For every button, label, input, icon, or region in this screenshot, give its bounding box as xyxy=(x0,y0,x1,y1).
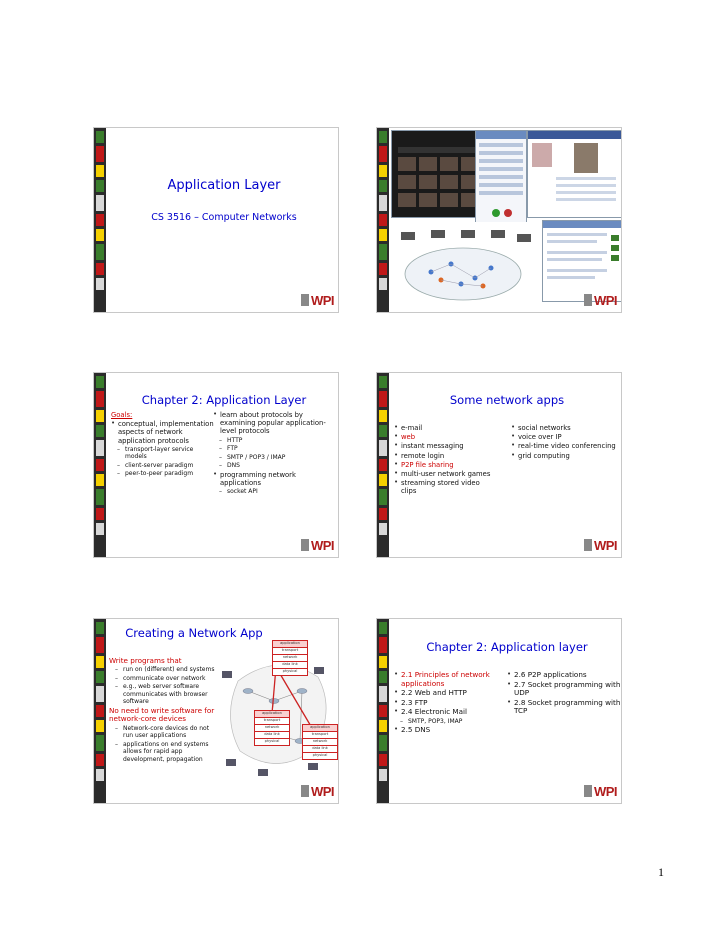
color-stripe xyxy=(94,128,106,312)
slide-6-right-list xyxy=(507,671,621,716)
stripe-block xyxy=(379,195,387,211)
list-item: – socket API xyxy=(213,488,335,496)
stripe-block xyxy=(96,671,104,683)
write-programs-heading: Write programs that xyxy=(109,656,182,665)
slide-3-title: Chapter 2: Application Layer xyxy=(141,393,307,407)
stripe-block xyxy=(379,705,387,717)
wpi-logo: WPI xyxy=(584,538,617,553)
list-item: • e-mail xyxy=(394,424,492,432)
stripe-block xyxy=(96,720,104,732)
stack-layer: application xyxy=(302,724,338,732)
stripe-block xyxy=(379,244,387,260)
stack-layer: network xyxy=(254,724,290,732)
video-site-screenshot xyxy=(391,130,485,218)
stack-layer: transport xyxy=(302,731,338,739)
stack-layer: data link xyxy=(272,661,308,669)
slide-1-subtitle: CS 3516 – Computer Networks xyxy=(151,212,297,223)
stack-layer: application xyxy=(254,710,290,718)
protocol-stack-left xyxy=(254,711,290,746)
list-item: – FTP xyxy=(213,445,335,453)
wpi-logo: WPI xyxy=(584,293,617,308)
wpi-logo: WPI xyxy=(301,538,334,553)
stack-layer: physical xyxy=(302,752,338,760)
color-stripe xyxy=(377,373,389,557)
list-item: • web xyxy=(394,433,492,441)
list-item: • 2.8 Socket programming with TCP xyxy=(507,699,621,716)
slide-5-list-1 xyxy=(109,666,215,706)
stripe-block xyxy=(379,131,387,143)
stripe-block xyxy=(96,244,104,260)
slide-4 xyxy=(376,372,622,558)
goals-label: Goals: xyxy=(111,411,133,419)
stripe-block xyxy=(96,459,104,471)
list-item: • instant messaging xyxy=(394,442,492,450)
slide-5 xyxy=(93,618,339,804)
list-item: • 2.4 Electronic Mail xyxy=(394,708,498,717)
stripe-block xyxy=(379,214,387,226)
slide-5-title: Creating a Network App xyxy=(125,626,263,640)
stack-layer: physical xyxy=(254,738,290,746)
list-item: – transport-layer service models xyxy=(111,446,215,461)
stack-layer: transport xyxy=(254,717,290,725)
stack-layer: data link xyxy=(302,745,338,753)
stripe-block xyxy=(96,165,104,177)
stripe-block xyxy=(96,180,104,192)
stripe-block xyxy=(379,671,387,683)
stripe-block xyxy=(96,214,104,226)
stripe-block xyxy=(379,410,387,422)
list-item: – Network-core devices do not run user applications xyxy=(109,725,215,740)
stripe-block xyxy=(379,459,387,471)
stripe-block xyxy=(96,508,104,520)
stack-layer: network xyxy=(272,654,308,662)
list-item: • voice over IP xyxy=(511,433,619,441)
stripe-block xyxy=(379,489,387,505)
stack-layer: network xyxy=(302,738,338,746)
stack-layer: transport xyxy=(272,647,308,655)
slide-6-left-list xyxy=(394,671,498,735)
list-item: • multi-user network games xyxy=(394,470,492,478)
stripe-block xyxy=(96,769,104,781)
stripe-block xyxy=(96,425,104,437)
stripe-block xyxy=(96,278,104,290)
stripe-block xyxy=(379,425,387,437)
stripe-block xyxy=(379,735,387,751)
stripe-block xyxy=(96,656,104,668)
slide-3 xyxy=(93,372,339,558)
stripe-block xyxy=(96,474,104,486)
list-item: – peer-to-peer paradigm xyxy=(111,470,215,478)
no-need-heading: No need to write software for network-core devices xyxy=(109,705,215,723)
list-item: • programming network applications xyxy=(213,471,335,487)
stripe-block xyxy=(96,754,104,766)
list-item: • remote login xyxy=(394,452,492,460)
list-item: • P2P file sharing xyxy=(394,461,492,469)
list-item: – SMTP / POP3 / IMAP xyxy=(213,454,335,462)
p2p-network-diagram xyxy=(391,222,541,312)
stripe-block xyxy=(379,686,387,702)
stripe-block xyxy=(96,391,104,407)
stripe-block xyxy=(96,263,104,275)
list-item: • real-time video conferencing xyxy=(511,442,619,450)
stripe-block xyxy=(96,131,104,143)
stripe-block xyxy=(96,410,104,422)
stripe-block xyxy=(379,523,387,535)
list-item: • conceptual, implementation aspects of network application protocols xyxy=(111,420,215,445)
stripe-block xyxy=(379,754,387,766)
list-item: • 2.2 Web and HTTP xyxy=(394,689,498,698)
list-item: • grid computing xyxy=(511,452,619,460)
social-network-screenshot xyxy=(527,130,622,218)
stripe-block xyxy=(379,440,387,456)
slide-4-title: Some network apps xyxy=(449,393,565,407)
list-item: – HTTP xyxy=(213,437,335,445)
wpi-logo: WPI xyxy=(301,293,334,308)
slide-3-right-list xyxy=(213,411,335,496)
stripe-block xyxy=(379,165,387,177)
stripe-block xyxy=(96,523,104,535)
list-item: • 2.1 Principles of network applications xyxy=(394,671,498,688)
protocol-stack-top xyxy=(272,641,308,676)
stripe-block xyxy=(379,376,387,388)
color-stripe xyxy=(94,619,106,803)
slide-4-left-list xyxy=(394,424,492,496)
slide-5-list-2 xyxy=(109,725,215,764)
stripe-block xyxy=(379,474,387,486)
slide-1 xyxy=(93,127,339,313)
list-item: – applications on end systems allows for rapid app development, propagation xyxy=(109,741,215,764)
stripe-block xyxy=(96,440,104,456)
stripe-block xyxy=(379,263,387,275)
stripe-block xyxy=(379,637,387,653)
stripe-block xyxy=(379,180,387,192)
list-item: • 2.6 P2P applications xyxy=(507,671,621,680)
list-item: • learn about protocols by examining popular application-level protocols xyxy=(213,411,335,436)
color-stripe xyxy=(377,128,389,312)
page-number: 1 xyxy=(658,865,664,879)
stripe-block xyxy=(379,229,387,241)
stripe-block xyxy=(379,508,387,520)
stripe-block xyxy=(96,489,104,505)
stack-layer: physical xyxy=(272,668,308,676)
color-stripe xyxy=(94,373,106,557)
list-item: • 2.5 DNS xyxy=(394,726,498,735)
slide-3-left-list xyxy=(111,420,215,478)
stripe-block xyxy=(379,769,387,781)
list-item: – client-server paradigm xyxy=(111,462,215,470)
list-item: • 2.3 FTP xyxy=(394,699,498,708)
slide-2 xyxy=(376,127,622,313)
stripe-block xyxy=(96,705,104,717)
stripe-block xyxy=(379,622,387,634)
list-item: – e.g., web server software communicates with browser software xyxy=(109,683,215,706)
slide-1-title: Application Layer xyxy=(167,178,281,193)
list-item: • streaming stored video clips xyxy=(394,479,492,495)
stripe-block xyxy=(96,195,104,211)
stripe-block xyxy=(96,376,104,388)
stripe-block xyxy=(96,735,104,751)
stripe-block xyxy=(379,391,387,407)
wpi-logo: WPI xyxy=(301,784,334,799)
stripe-block xyxy=(379,146,387,162)
slide-4-right-list xyxy=(511,424,619,460)
stack-layer: data link xyxy=(254,731,290,739)
stripe-block xyxy=(379,278,387,290)
slide-6-title: Chapter 2: Application layer xyxy=(426,640,588,654)
stripe-block xyxy=(379,656,387,668)
stripe-block xyxy=(96,229,104,241)
list-item: – DNS xyxy=(213,462,335,470)
list-item: – communicate over network xyxy=(109,675,215,683)
stripe-block xyxy=(96,146,104,162)
stack-layer: application xyxy=(272,640,308,648)
messenger-screenshot xyxy=(475,130,527,224)
slide-6 xyxy=(376,618,622,804)
stripe-block xyxy=(96,686,104,702)
protocol-stack-right xyxy=(302,725,338,760)
list-item: – run on (different) end systems xyxy=(109,666,215,674)
list-item: • social networks xyxy=(511,424,619,432)
color-stripe xyxy=(377,619,389,803)
stripe-block xyxy=(379,720,387,732)
browser-screenshot xyxy=(542,220,622,302)
list-item: – SMTP, POP3, IMAP xyxy=(394,718,498,726)
list-item: • 2.7 Socket programming with UDP xyxy=(507,681,621,698)
wpi-logo: WPI xyxy=(584,784,617,799)
